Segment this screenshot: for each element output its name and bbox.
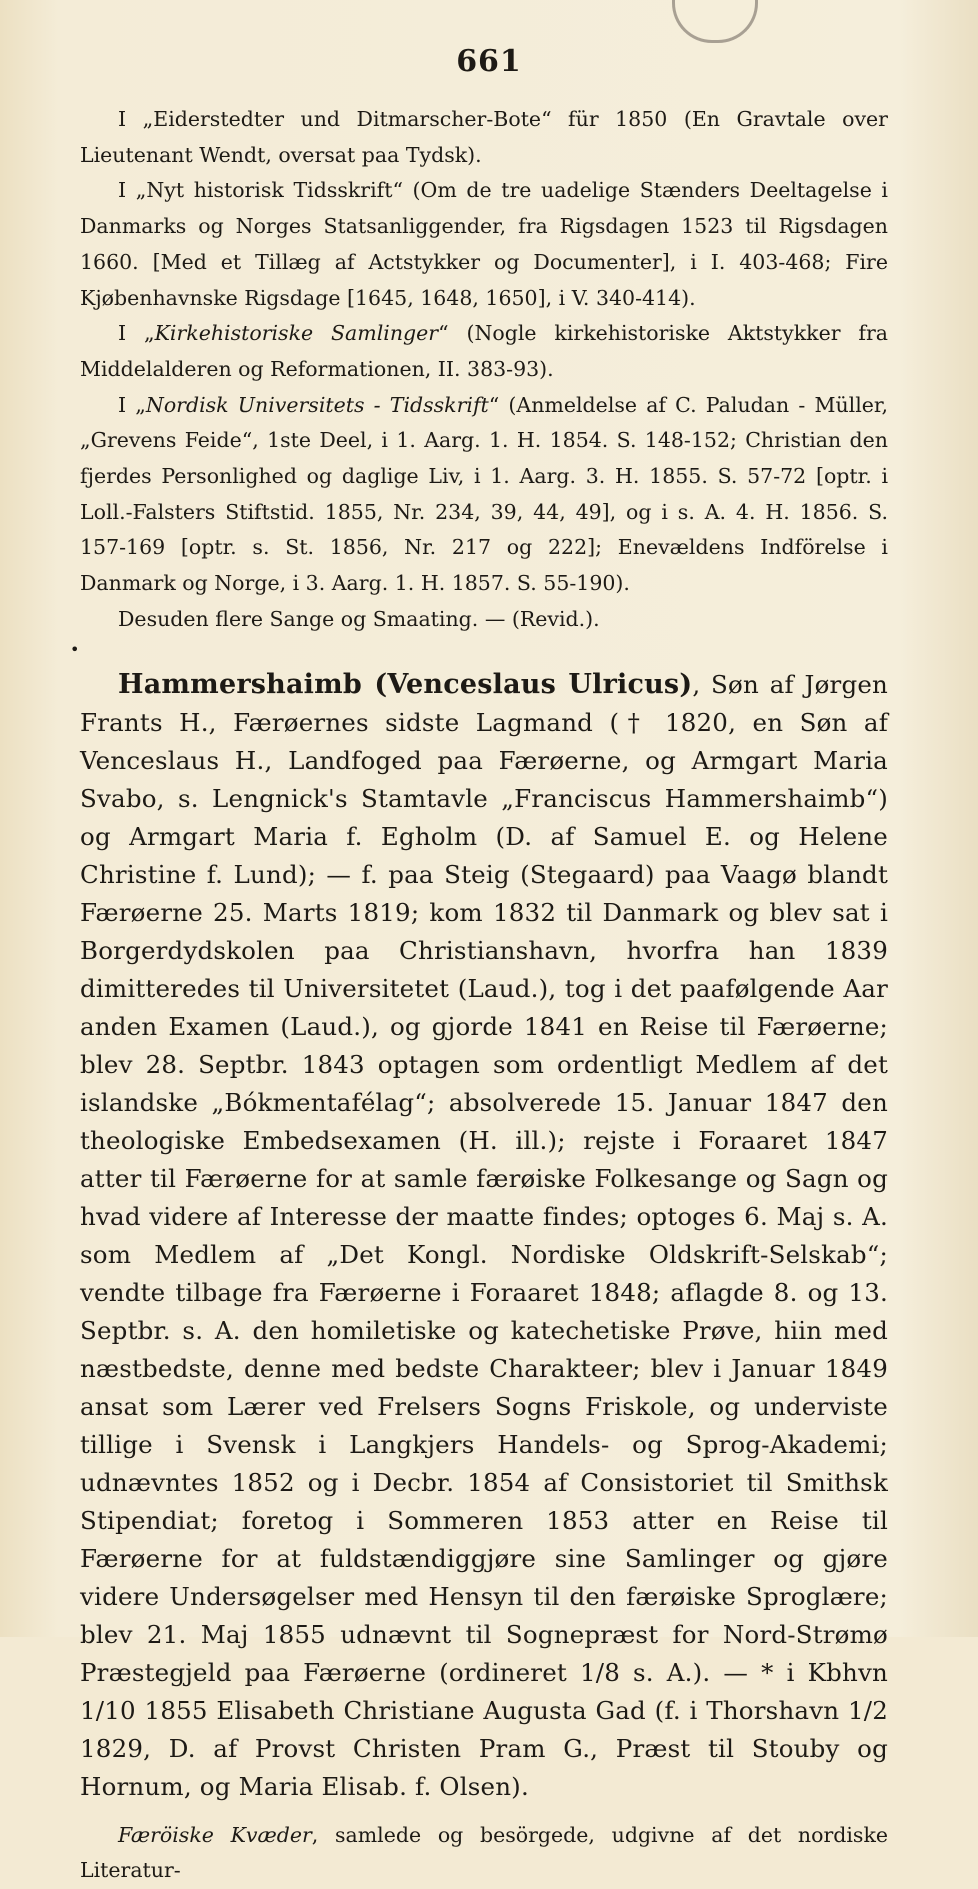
publication-rest: , samlede og besörgede, udgivne af det nordiske Literatur- xyxy=(80,1822,889,1883)
reference-entry-1 xyxy=(80,102,888,173)
bullet-mark xyxy=(70,638,888,666)
page-number: 661 xyxy=(456,44,522,79)
reference-entry-3 xyxy=(80,316,888,387)
publication-title: Færöiske Kvæder xyxy=(118,1822,312,1847)
ref-prefix: I „ xyxy=(118,107,154,131)
reference-entry-2 xyxy=(80,173,888,316)
page-text xyxy=(70,102,889,1889)
entry-headword: Hammershaimb (Venceslaus Ulricus) xyxy=(118,668,693,700)
ref-prefix: I „ xyxy=(118,178,147,203)
ref-prefix: I „ xyxy=(118,321,155,346)
ref-prefix: I „ xyxy=(118,392,146,417)
publication-line xyxy=(80,1818,888,1889)
reference-entry-4 xyxy=(80,388,888,602)
biography-entry xyxy=(80,666,888,1806)
ref-title: Nordisk Universitets - Tidsskrift xyxy=(145,392,489,417)
bullet-glyph: • xyxy=(70,639,80,659)
ref-title: Kirkehistoriske Samlinger xyxy=(154,321,439,346)
entry-body: , Søn af Jørgen Frants H., Færøernes sidste Lagmand († 1820, en Søn af Venceslaus H., Landfoged paa Færøerne, og Armgart Maria Svabo, s. Lengnick's Stamtavle „Franciscus Hammershaimb“) og Armgart Maria f. Egholm (D. af Samuel E. og Helene Christine f. Lund); — f. paa Steig (Stegaard) paa Vaagø blandt Færøerne 25. Marts 1819; kom 1832 til Danmark og blev sat i Borgerdydskolen paa Christianshavn, hvorfra han 1839 dimitteredes til Universitetet (Laud.), tog i det paafølgende Aar anden Examen (Laud.), og gjorde 1841 en Reise til Færøerne; blev 28. Septbr. 1843 optagen som ordentligt Medlem af det islandske „Bókmentafélag“; absolverede 15. Januar 1847 den theologiske Embedsexamen (H. ill.); rejste i Foraaret 1847 atter til Færøerne for at samle færøiske Folkesange og Sagn og hvad videre af Interesse der maatte findes; optoges 6. Maj s. A. som Medlem af „Det Kongl. Nordiske Oldskrift-Selskab“; vendte tilbage fra Færøerne i Foraaret 1848; aflagde 8. og 13. Septbr. s. A. den homiletiske og katechetiske Prøve, hiin med næstbedste, denne med bedste Charakteer; blev i Januar 1849 ansat som Lærer ved Frelsers Sogns Friskole, og underviste tillige i Svensk i Langkjers Handels- og Sprog-Akademi; udnævntes 1852 og i Decbr. 1854 af Consistoriet til Smithsk Stipendiat; foretog i Sommeren 1853 atter en Reise til Færøerne for at fuldstændiggjøre sine Samlinger og gjøre videre Undersøgelser med Hensyn til den færøiske Sproglære; blev 21. Maj 1855 udnævnt til Sognepræst for Nord-Strømø Præstegjeld paa Færøerne (ordineret 1/8 s. A.). — * i Kbhvn 1/10 1855 Elisabeth Christiane Augusta Gad (f. i Thorshavn 1/2 1829, D. af Provst Christen Pram G., Præst til Stouby og Hornum, og Maria Elisab. f. Olsen). xyxy=(80,669,889,1801)
thumb-shadow xyxy=(672,0,758,43)
ref-description: “ (Anmeldelse af C. Paludan - Müller, „Grevens Feide“, 1ste Deel, i 1. Aarg. 1. H. 1854. S. 148-152; Christian den fjerdes Personlighed og daglige Liv, i 1. Aarg. 3. H. 1855. S. 57-72 [optr. i Loll.-Falsters Stiftstid. 1855, Nr. 234, 39, 44, 49], og i s. A. 4. H. 1856. S. 157-169 [optr. s. St. 1856, Nr. 217 og 222]; Enevældens Indförelse i Danmark og Norge, i 3. Aarg. 1. H. 1857. S. 55-190). xyxy=(80,392,888,596)
ref-title: Nyt historisk Tidsskrift xyxy=(146,178,393,203)
besides-line: Desuden flere Sange og Smaating. — (Revid.). xyxy=(118,606,600,631)
ref-title: Eiderstedter und Ditmarscher-Bote xyxy=(153,107,542,131)
ref-description: “ (Om de tre uadelige Stænders Deeltagelse i Danmarks og Norges Statsanliggender, fra Rigsdagen 1523 til Rigsdagen 1660. [Med et Tillæg af Actstykker og Documenter], i I. 403-468; Fire Kjøbenhavnske Rigsdage [1645, 1648, 1650], i V. 340-414). xyxy=(80,178,888,310)
ref-description: “ (Nogle kirkehistoriske Aktstykker fra Middelalderen og Reformationen, II. 383-93). xyxy=(80,321,888,381)
ref-description: “ für 1850 (En Gravtale over Lieutenant Wendt, oversat paa Tydsk). xyxy=(80,107,888,167)
